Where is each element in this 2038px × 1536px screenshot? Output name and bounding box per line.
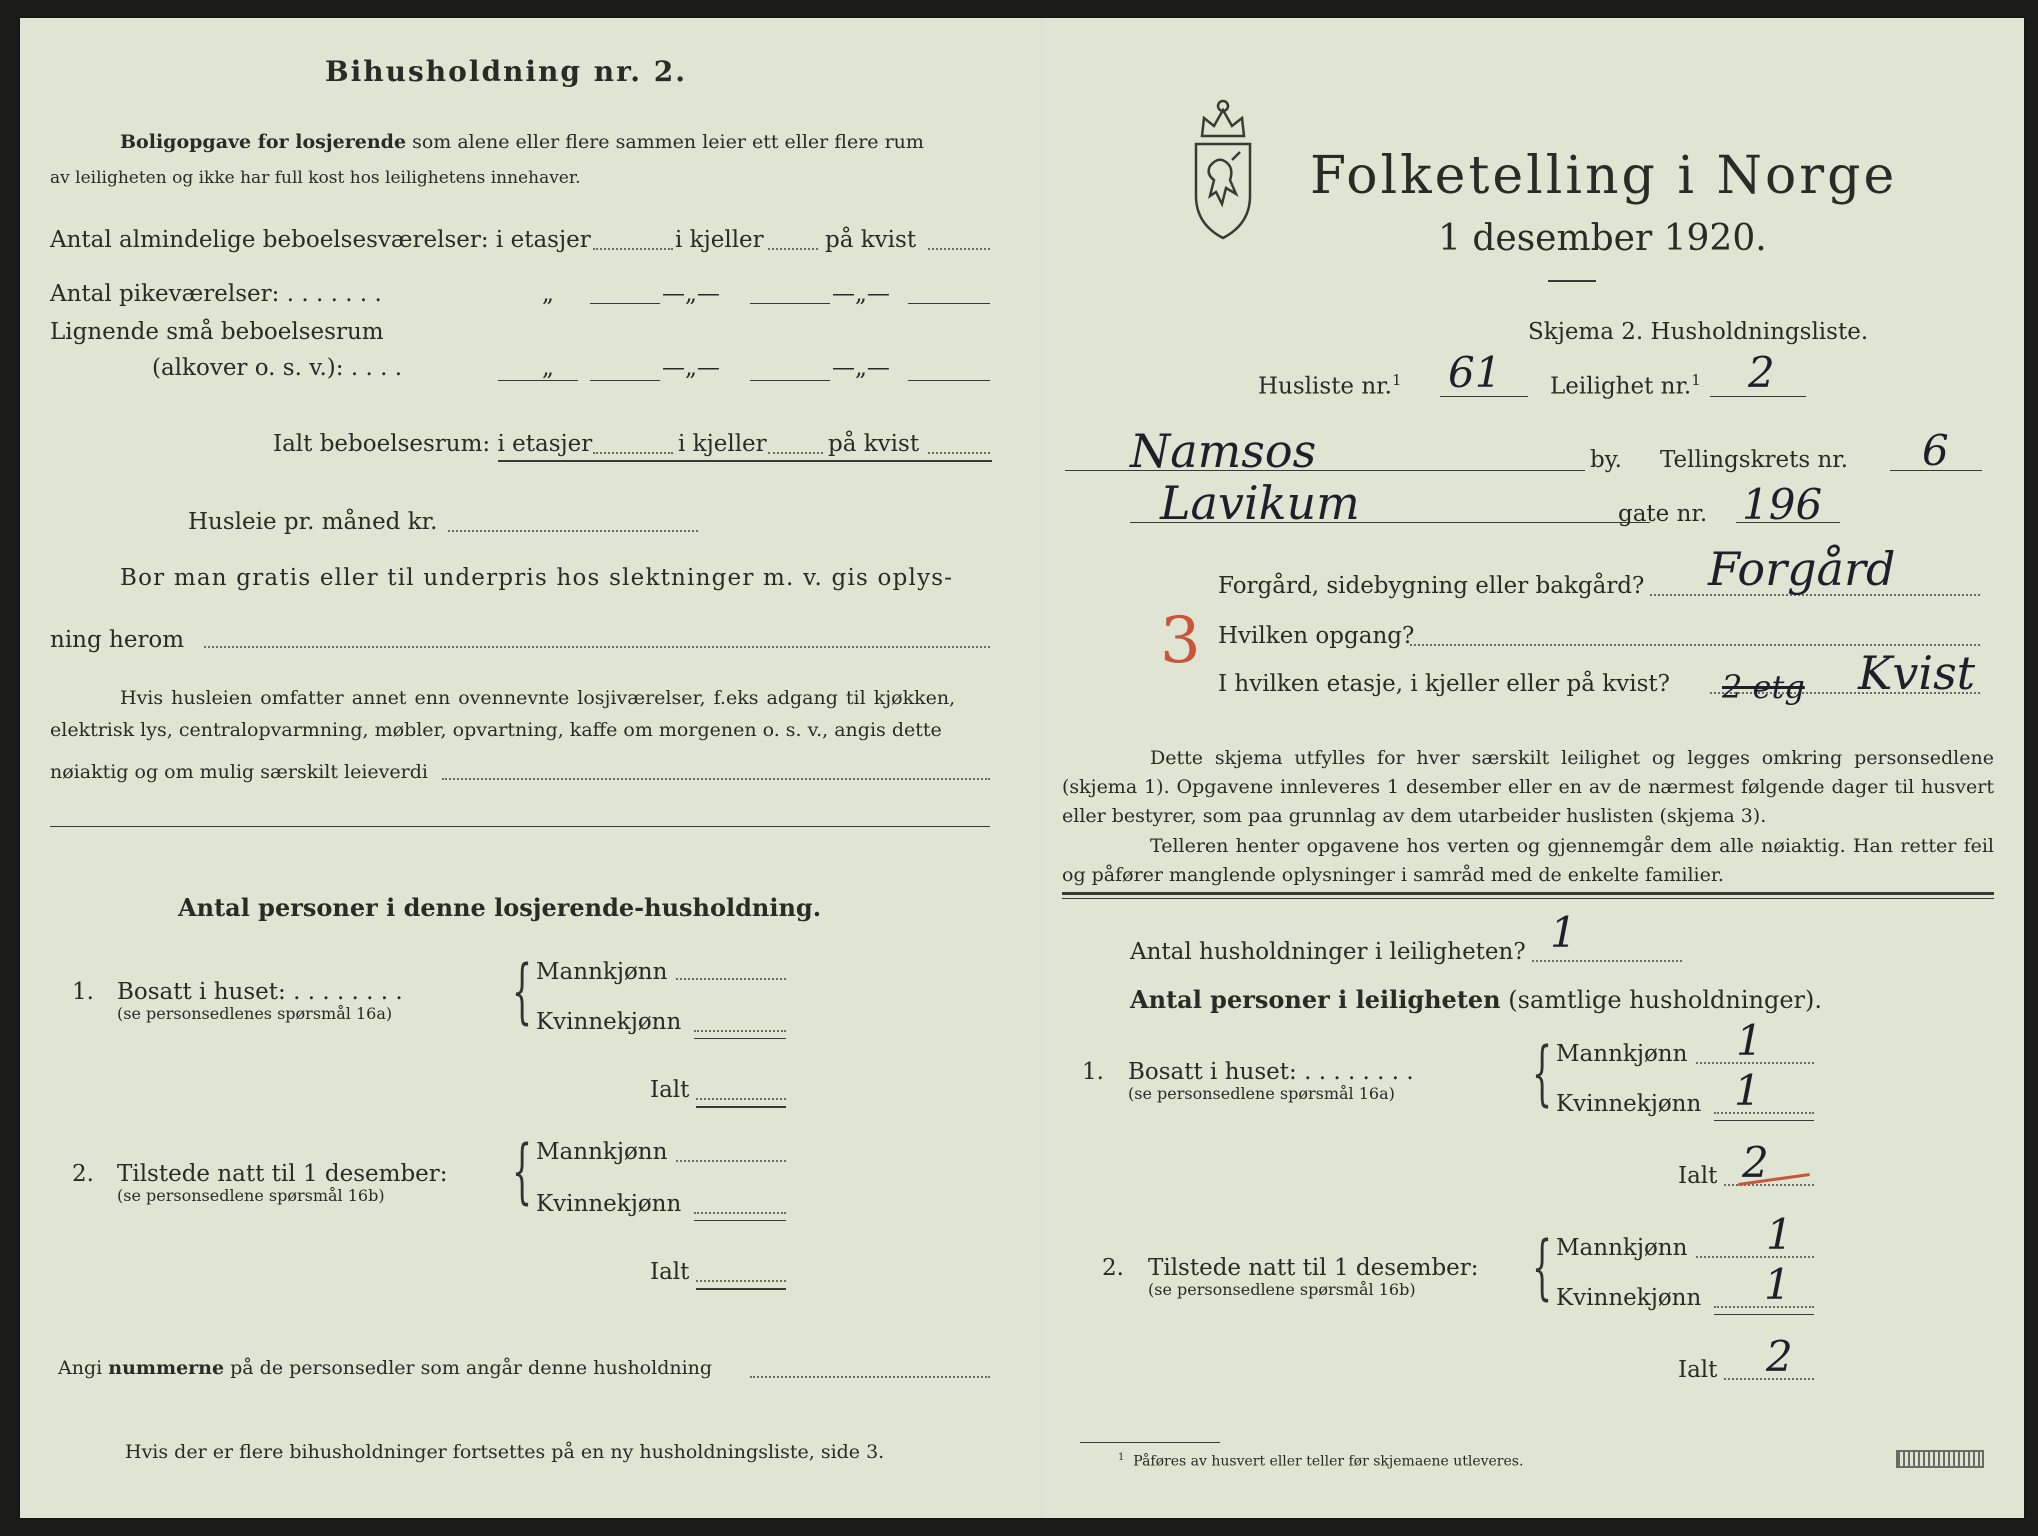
left-q1-ialt-field[interactable] bbox=[696, 1098, 786, 1100]
husliste-label bbox=[1258, 370, 1402, 401]
personer-heading-bold: Antal personer i leiligheten bbox=[1130, 985, 1501, 1014]
bor-line-1: Bor man gratis eller til underpris hos slektninger m. v. gis oplys- bbox=[120, 565, 954, 591]
left-footer: Hvis der er flere bihusholdninger fortsettes på en ny husholdningsliste, side 3. bbox=[125, 1441, 885, 1463]
husliste-value: 61 bbox=[1448, 348, 1502, 397]
husleie-field[interactable] bbox=[448, 530, 698, 532]
left-q2-num: 2. bbox=[72, 1161, 94, 1187]
left-q1-mann-field[interactable] bbox=[676, 978, 786, 980]
rooms-kvist-field[interactable] bbox=[928, 248, 990, 250]
forgaard-label: Forgård, sidebygning eller bakgård? bbox=[1218, 573, 1645, 599]
printer-stamp bbox=[1896, 1450, 1984, 1468]
left-q2-brace: { bbox=[512, 1130, 533, 1212]
left-q2-kvinne-field[interactable] bbox=[694, 1212, 786, 1214]
ialt-kjeller-label: i kjeller bbox=[678, 431, 767, 457]
angi-post: på de personsedler som angår denne husholdning bbox=[230, 1357, 713, 1379]
instructions-para-1: Dette skjema utfylles for hver særskilt leilighet og legges omkring personsedlene (skjema 1). Opgavene innleveres 1 desember eller en av de nærmest følgende dager til husvert eller bestyrer, som paa grunnlag av dem utarbeider huslisten (skjema 3). bbox=[1062, 747, 1994, 827]
gate-value: 196 bbox=[1742, 480, 1823, 529]
form-date: 1 desember 1920. bbox=[1438, 218, 1767, 259]
hvis-line-2: elektrisk lys, centralopvarmning, møbler, opvartning, kaffe om morgenen o. s. v., angis dette bbox=[50, 719, 942, 741]
right-q2-mann-label: Mannkjønn bbox=[1556, 1235, 1688, 1261]
form-title: Folketelling i Norge bbox=[1310, 146, 1898, 206]
angi-field[interactable] bbox=[750, 1376, 990, 1378]
schema-label: Skjema 2. Husholdningsliste. bbox=[1528, 319, 1869, 345]
husleie-label: Husleie pr. måned kr. bbox=[188, 509, 438, 535]
personer-heading bbox=[1130, 986, 1822, 1014]
tellingskrets-value: 6 bbox=[1922, 426, 1949, 475]
title-rule bbox=[1548, 280, 1596, 282]
left-q1-mann-label: Mannkjønn bbox=[536, 959, 668, 985]
alkover-ditto-1: „ bbox=[542, 355, 554, 381]
right-q2-ialt-value: 2 bbox=[1766, 1332, 1793, 1381]
right-footnote bbox=[1118, 1448, 1523, 1472]
instructions-rule-2 bbox=[1062, 898, 1994, 899]
left-q2-sub: (se personsedlene spørsmål 16b) bbox=[117, 1186, 385, 1205]
husliste-footnote-mark: 1 bbox=[1391, 371, 1402, 389]
pike-etasjer-field[interactable] bbox=[590, 303, 660, 304]
left-q2-mann-field[interactable] bbox=[676, 1160, 786, 1162]
right-q1-ialt-value: 2 bbox=[1742, 1138, 1769, 1187]
right-q2-label: Tilstede natt til 1 desember: bbox=[1148, 1255, 1479, 1281]
left-q1-kvinne-field[interactable] bbox=[694, 1030, 786, 1032]
left-q1-brace: { bbox=[512, 950, 533, 1032]
right-q1-sub: (se personsedlene spørsmål 16a) bbox=[1128, 1084, 1395, 1103]
intro-bold: Boligopgave for losjerende bbox=[120, 131, 407, 153]
left-q2-ialt-underline bbox=[696, 1288, 786, 1290]
alkover-ditto-3: —„— bbox=[832, 355, 890, 381]
bor-line-2: ning herom bbox=[50, 627, 185, 653]
instructions-rule-1 bbox=[1062, 892, 1994, 895]
right-q2-mann-field[interactable] bbox=[1696, 1256, 1814, 1258]
right-q2-kvinne-value: 1 bbox=[1764, 1260, 1791, 1309]
left-heading: Bihusholdning nr. 2. bbox=[325, 55, 687, 88]
etasje-struck-value: 2 etg bbox=[1722, 668, 1805, 706]
right-q1-kvinne-value: 1 bbox=[1734, 1066, 1761, 1115]
intro-rest: som alene eller flere sammen leier ett eller flere rum bbox=[412, 131, 924, 153]
red-pencil-mark: 3 bbox=[1160, 604, 1201, 678]
census-form-sheet bbox=[20, 18, 2024, 1518]
husholdninger-value: 1 bbox=[1550, 908, 1577, 957]
rooms-etasjer-field[interactable] bbox=[593, 248, 673, 250]
ialt-rooms-label: Ialt beboelsesrum: i etasjer bbox=[273, 431, 593, 457]
city-value: Namsos bbox=[1130, 424, 1317, 478]
right-q1-brace: { bbox=[1532, 1032, 1553, 1114]
left-q2-sum-line bbox=[694, 1220, 786, 1221]
right-q2-kvinne-label: Kvinnekjønn bbox=[1556, 1285, 1702, 1311]
leieverdi-extra-line[interactable] bbox=[50, 826, 990, 827]
left-q2-label: Tilstede natt til 1 desember: bbox=[117, 1161, 448, 1187]
intro-line-1 bbox=[120, 130, 924, 154]
alkover-label: (alkover o. s. v.): . . . . bbox=[152, 355, 403, 381]
right-q1-kvinne-label: Kvinnekjønn bbox=[1556, 1091, 1702, 1117]
ialt-kjeller-field[interactable] bbox=[768, 452, 823, 454]
left-q1-sub: (se personsedlenes spørsmål 16a) bbox=[117, 1004, 393, 1023]
right-q2-sub: (se personsedlene spørsmål 16b) bbox=[1148, 1280, 1416, 1299]
alkover-ditto-2: —„— bbox=[662, 355, 720, 381]
right-q1-sum-line bbox=[1714, 1120, 1814, 1121]
pike-kvist-field[interactable] bbox=[908, 303, 990, 304]
street-value: Lavikum bbox=[1160, 476, 1360, 530]
left-q2-mann-label: Mannkjønn bbox=[536, 1139, 668, 1165]
hvis-line-1: Hvis husleien omfatter annet enn ovennevnte losjiværelser, f.eks adgang til kjøkken, bbox=[120, 687, 956, 709]
leieverdi-field[interactable] bbox=[442, 778, 990, 780]
street-field[interactable] bbox=[1130, 522, 1650, 523]
left-persons-heading: Antal personer i denne losjerende-husholdning. bbox=[178, 893, 822, 922]
ialt-rooms-underline bbox=[498, 460, 992, 462]
angi-pre: Angi bbox=[58, 1357, 103, 1379]
husliste-text: Husliste nr. bbox=[1258, 373, 1392, 400]
right-q2-num: 2. bbox=[1102, 1255, 1124, 1281]
right-q2-mann-value: 1 bbox=[1766, 1210, 1793, 1259]
lignende-label: Lignende små beboelsesrum bbox=[50, 319, 384, 345]
right-q1-label: Bosatt i huset: . . . . . . . . bbox=[1128, 1059, 1414, 1085]
pike-ditto-1: „ bbox=[542, 281, 554, 307]
left-q1-kvinne-label: Kvinnekjønn bbox=[536, 1009, 682, 1035]
pike-label: Antal pikeværelser: . . . . . . . bbox=[50, 281, 382, 307]
right-footnote-mark: 1 bbox=[1118, 1452, 1125, 1463]
right-q1-mann-value: 1 bbox=[1736, 1016, 1763, 1065]
footnote-rule bbox=[1080, 1442, 1220, 1443]
forgaard-value: Forgård bbox=[1708, 542, 1896, 596]
tellingskrets-label: Tellingskrets nr. bbox=[1660, 447, 1849, 473]
right-q2-brace: { bbox=[1532, 1226, 1553, 1308]
personer-heading-rest: (samtlige husholdninger). bbox=[1508, 986, 1823, 1014]
etasje-label: I hvilken etasje, i kjeller eller på kvist? bbox=[1218, 671, 1670, 697]
by-label: by. bbox=[1590, 447, 1622, 473]
rooms-label: Antal almindelige beboelsesværelser: i etasjer bbox=[50, 227, 591, 253]
right-q1-mann-label: Mannkjønn bbox=[1556, 1041, 1688, 1067]
left-q1-num: 1. bbox=[72, 979, 94, 1005]
ialt-etasjer-field[interactable] bbox=[593, 452, 673, 454]
angi-line bbox=[58, 1356, 712, 1380]
opgang-label: Hvilken opgang? bbox=[1218, 623, 1415, 649]
city-field[interactable] bbox=[1065, 470, 1585, 471]
right-footnote-text: Påføres av husvert eller teller før skjemaene utleveres. bbox=[1133, 1453, 1524, 1470]
leilighet-label bbox=[1550, 370, 1701, 401]
leilighet-text: Leilighet nr. bbox=[1550, 373, 1692, 400]
ialt-kvist-field[interactable] bbox=[928, 452, 990, 454]
left-q1-label: Bosatt i huset: . . . . . . . . bbox=[117, 979, 403, 1005]
bor-field[interactable] bbox=[204, 646, 990, 648]
husholdninger-field[interactable] bbox=[1532, 960, 1682, 962]
page-fold bbox=[1040, 18, 1043, 1518]
pike-ditto-3: —„— bbox=[832, 281, 890, 307]
intro-line-2: av leiligheten og ikke har full kost hos leilighetens innehaver. bbox=[50, 168, 581, 188]
pike-kjeller-field[interactable] bbox=[750, 303, 830, 304]
leilighet-footnote-mark: 1 bbox=[1691, 371, 1701, 389]
right-q1-ialt-label: Ialt bbox=[1678, 1163, 1718, 1189]
alkover-kjeller-field[interactable] bbox=[750, 380, 830, 381]
left-q2-kvinne-label: Kvinnekjønn bbox=[536, 1191, 682, 1217]
etasje-value: Kvist bbox=[1858, 646, 1976, 700]
rooms-kjeller-field[interactable] bbox=[768, 248, 818, 250]
angi-bold: nummerne bbox=[108, 1357, 225, 1379]
hvis-line-3: nøiaktig og om mulig særskilt leieverdi bbox=[50, 761, 428, 783]
right-q1-num: 1. bbox=[1082, 1059, 1104, 1085]
alkover-kvist-field[interactable] bbox=[908, 380, 990, 381]
rooms-kjeller-label: i kjeller bbox=[675, 227, 764, 253]
alkover-underline bbox=[498, 380, 578, 381]
left-q1-ialt-underline bbox=[696, 1106, 786, 1108]
left-q1-sum-line bbox=[694, 1038, 786, 1039]
gate-label: gate nr. bbox=[1618, 501, 1708, 527]
husholdninger-label: Antal husholdninger i leiligheten? bbox=[1130, 939, 1526, 965]
rooms-kvist-label: på kvist bbox=[825, 227, 917, 253]
alkover-etasjer-field[interactable] bbox=[590, 380, 660, 381]
left-q2-ialt-field[interactable] bbox=[696, 1280, 786, 1282]
right-q1-kvinne-field[interactable] bbox=[1714, 1112, 1814, 1114]
instructions-para-2: Telleren henter opgavene hos verten og gjennemgår dem alle nøiaktig. Han retter feil og påfører manglende oplysninger i samråd med de enkelte familier. bbox=[1062, 835, 1994, 886]
ialt-kvist-label: på kvist bbox=[828, 431, 920, 457]
norway-coat-of-arms-icon bbox=[1182, 96, 1264, 244]
leilighet-value: 2 bbox=[1748, 348, 1775, 397]
left-q2-ialt-label: Ialt bbox=[650, 1259, 690, 1285]
pike-ditto-2: —„— bbox=[662, 281, 720, 307]
left-q1-ialt-label: Ialt bbox=[650, 1077, 690, 1103]
right-q2-sum-line bbox=[1714, 1314, 1814, 1315]
right-q2-ialt-label: Ialt bbox=[1678, 1357, 1718, 1383]
